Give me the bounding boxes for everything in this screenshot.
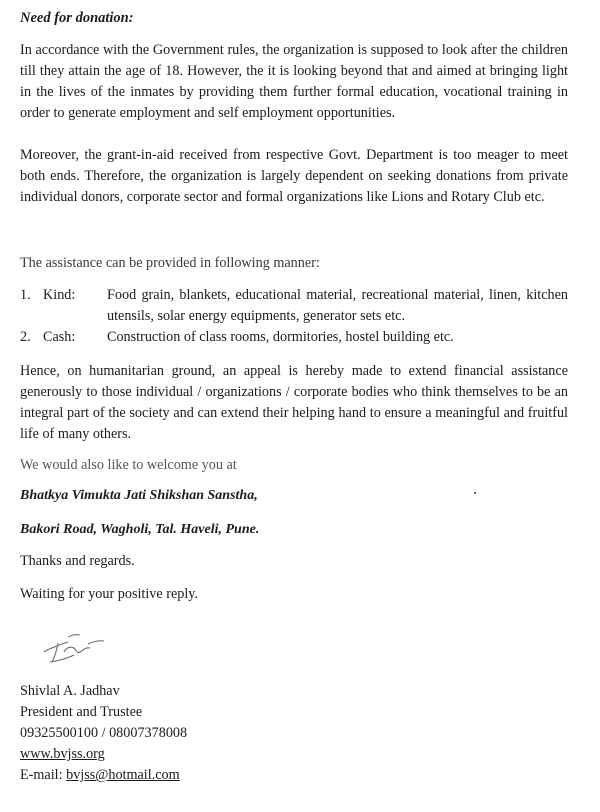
list-item-text: Construction of class rooms, dormitories, hostel building etc. [107,329,454,345]
closing-waiting: Waiting for your positive reply. [20,586,199,602]
signatory-name: Shivlal A. Jadhav [20,683,120,699]
list-item-number: 1. [20,287,31,303]
paragraph-welcome: We would also like to welcome you at [20,457,237,473]
address-line-2: Bakori Road, Wagholi, Tal. Haveli, Pune. [20,522,260,537]
closing-thanks: Thanks and regards. [20,553,135,569]
list-item-label: Cash: [43,329,76,345]
signatory-title: President and Trustee [20,704,143,720]
address-line-1: Bhatkya Vimukta Jati Shikshan Sanstha, [20,488,258,503]
list-item-cash [20,327,568,348]
list-item-kind [20,285,568,327]
list-item-text: Food grain, blankets, educational material, recreational material, linen, kitchen utensils, solar energy equipments, generator sets etc. [107,287,568,324]
section-heading: Need for donation: [20,10,134,26]
assistance-list [20,285,568,348]
handwritten-signature [28,622,128,672]
paragraph-appeal: Hence, on humanitarian ground, an appeal is hereby made to extend financial assistance generously to those individual / organizations / corporate bodies who think themselves to be an integral part of the society and can extend their helping hand to ensure a meaningful and fruitful life of many others. [20,363,568,442]
signatory-block [20,681,187,786]
website-link[interactable]: www.bvjss.org [20,746,105,762]
email-label: E-mail: [20,767,63,783]
email-link[interactable]: bvjss@hotmail.com [66,767,180,783]
paragraph-grant-in-aid: Moreover, the grant-in-aid received from respective Govt. Department is too meager to meet both ends. Therefore, the organization is largely dependent on seeking donations from private individual donors, corporate sector and formal organizations like Lions and Rotary Club etc. [20,147,568,205]
paragraph-assistance-intro: The assistance can be provided in following manner: [20,255,320,271]
list-item-number: 2. [20,329,31,345]
paragraph-government-rules: In accordance with the Government rules, the organization is supposed to look after the children till they attain the age of 18. However, the it is looking beyond that and aimed at bringing light in the lives of the inmates by providing them further formal education, vocational training in order to generate employment and self employment opportunities. [20,42,568,121]
list-item-label: Kind: [43,287,76,303]
signatory-phones: 09325500100 / 08007378008 [20,725,188,741]
email-line [20,765,187,786]
scan-speck [474,492,476,494]
